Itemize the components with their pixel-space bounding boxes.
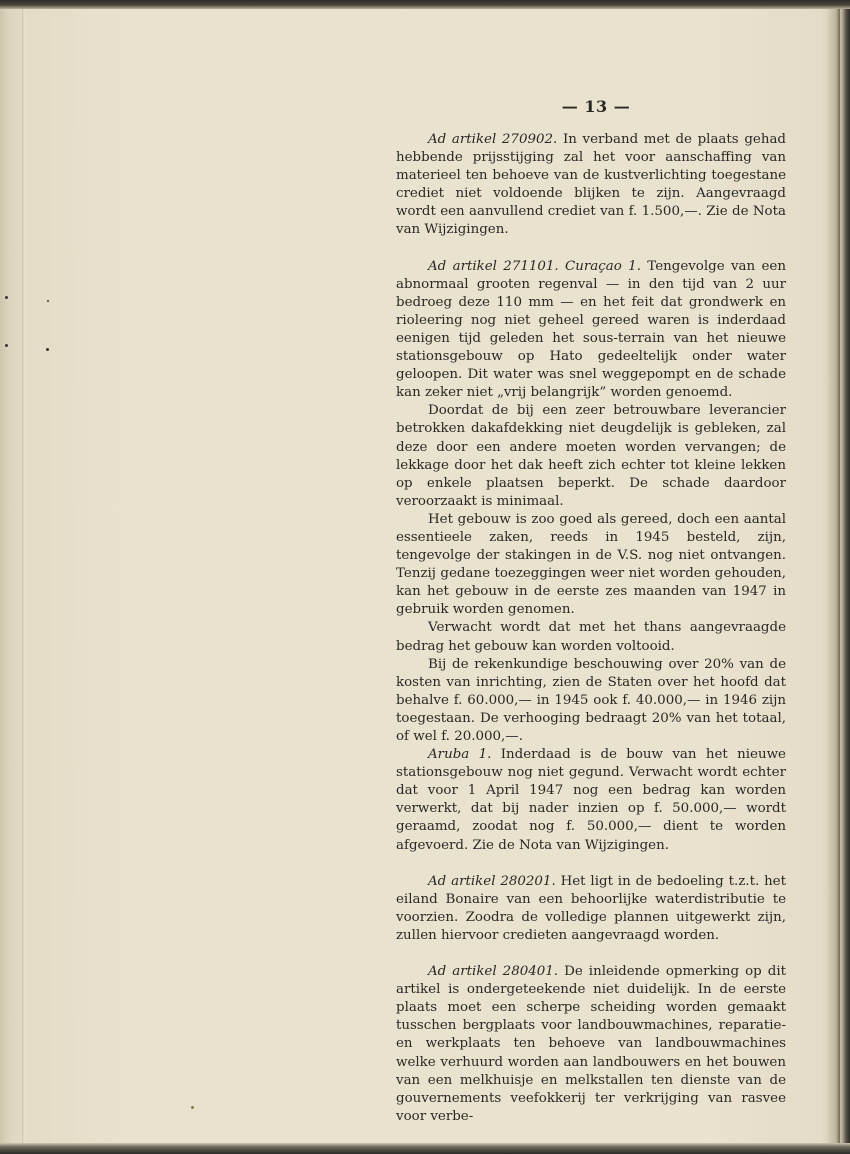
paragraph-art-270902 (396, 131, 786, 240)
scanner-top-edge (0, 0, 850, 9)
paragraph-rekenkundige (396, 656, 786, 746)
paragraph-art-271101 (396, 258, 786, 403)
article-heading: Ad artikel 280201. (428, 873, 556, 889)
speck-mark (46, 348, 49, 351)
speck-mark (5, 296, 8, 299)
paragraph-text: Bij de rekenkundige beschouwing over 20% van de kosten van inrichting, zien de Staten over het hoofd dat behalve f. 60.000,— in 1945 ook f. 40.000,— in 1946 zijn toegestaan. De verhooging bedraagt 20% van het totaal, of wel f. 20.000,—. (396, 656, 786, 744)
paragraph-art-280401 (396, 963, 786, 1126)
page-fold (22, 9, 26, 1143)
paragraph-text: Het ligt in de bedoeling t.z.t. het eiland Bonaire van een behoorlijke waterdistributie te voorzien. Zoodra de volledige plannen uitgewerkt zijn, zullen hiervoor credieten aangevraagd worden. (396, 873, 786, 943)
paragraph-aruba (396, 746, 786, 855)
speck-mark (47, 300, 49, 302)
paragraph-text: Doordat de bij een zeer betrouwbare leverancier betrokken dakafdekking niet deugdelijk is gebleken, zal deze door een andere moeten worden vervangen; de lekkage door het dak heeft zich echter tot kleine lekken op enkele plaatsen beperkt. De schade daardoor veroorzaakt is minimaal. (396, 403, 786, 509)
page-number: — 13 — (561, 97, 631, 116)
speck-mark (5, 344, 8, 347)
paragraph-text: Verwacht wordt dat met het thans aangevraagde bedrag het gebouw kan worden voltooid. (396, 620, 786, 654)
body-text (396, 131, 786, 1126)
paragraph-art-280201 (396, 873, 786, 945)
paragraph-gebouw (396, 511, 786, 620)
scanner-bottom-edge (0, 1143, 850, 1154)
speck-mark (191, 1106, 194, 1109)
paragraph-text: De inleidende opmerking op dit artikel is ondergeteekende niet duidelijk. In de eerste plaats moet een scherpe scheiding worden gemaakt tusschen bergplaats voor landbouwmachines, reparatie- en werkplaats ten behoeve van landbouwmachines welke verhuurd worden aan landbouwers en het bouwen van een melkhuisje en melkstallen ten dienste van de gouvernements veefokkerij ter verkrijging van rasvee voor verbe- (396, 964, 787, 1124)
paragraph-verwacht (396, 619, 786, 655)
paragraph-dakafdekking (396, 402, 786, 511)
paragraph-text: Inderdaad is de bouw van het nieuwe stationsgebouw nog niet gegund. Verwacht wordt echter dat voor 1 April 1947 nog een bedrag kan worden verwerkt, dat bij nader inzien op f. 50.000,— wordt geraamd, zoodat nog f. 50.000,— dient te worden afgevoerd. Zie de Nota van Wijzigingen. (396, 747, 786, 853)
paragraph-text: Het gebouw is zoo goed als gereed, doch een aantal essentieele zaken, reeds in 1945 besteld, zijn, tengevolge der stakingen in de V.S. nog niet ontvangen. Tenzij gedane toezeggingen weer niet worden gehouden, kan het gebouw in de eerste zes maanden van 1947 in gebruik worden genomen. (396, 511, 786, 618)
paragraph-text: Tengevolge van een abnormaal grooten regenval — in den tijd van 2 uur bedroeg deze 110 mm — en het feit dat grondwerk en rioleering nog niet geheel gereed waren is inderdaad eenigen tijd geleden het sous-terrain van het nieuwe stationsgebouw op Hato gedeeltelijk onder water geloopen. Dit water was snel weggepompt en de schade kan zeker niet „vrij belangrijk” worden genoemd. (396, 258, 786, 401)
paragraph-text: In verband met de plaats gehad hebbende prijsstijging zal het voor aanschaffing van materieel ten behoeve van de kustverlichting toegestane crediet niet voldoende blijken te zijn. Aangevraagd wordt een aanvullend crediet van f. 1.500,—. Zie de Nota van Wijzigingen. (396, 132, 786, 238)
article-heading: Ad artikel 271101. Curaçao 1. (428, 258, 641, 274)
page-right-edge (826, 9, 840, 1143)
article-heading: Ad artikel 270902. (428, 132, 558, 147)
article-heading: Ad artikel 280401. (428, 964, 559, 980)
article-heading: Aruba 1. (428, 747, 492, 763)
